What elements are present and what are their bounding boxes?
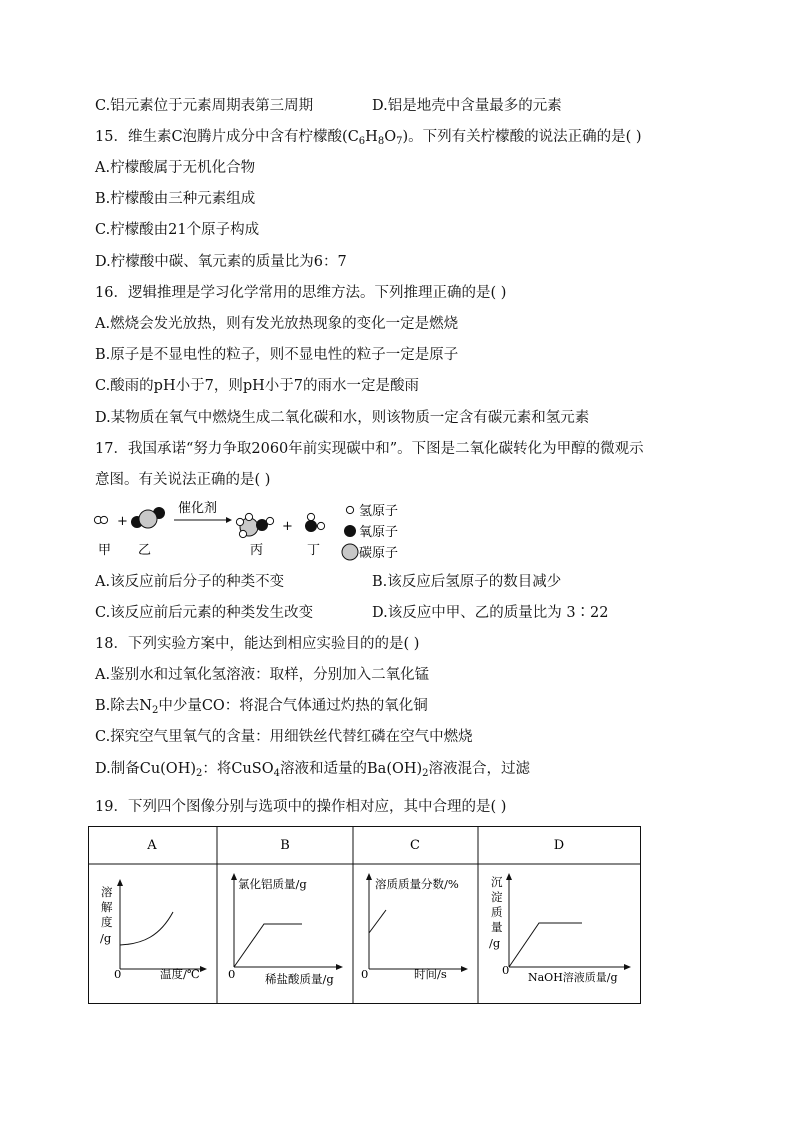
q17-option-c: C.该反应前后元素的种类发生改变 bbox=[95, 605, 314, 621]
q18-option-b: B.除去$N_2$中少量CO：将混合气体通过灼热的氧化铜 bbox=[95, 698, 428, 716]
label-bing: 丙 bbox=[250, 543, 264, 558]
q14-option-c: C.铝元素位于元素周期表第三周期 bbox=[95, 98, 314, 114]
q19-stem: 19．下列四个图像分别与选项中的操作相对应，其中合理的是( ) bbox=[95, 799, 507, 815]
graph-c bbox=[361, 873, 468, 981]
header-c: C bbox=[410, 838, 420, 853]
label-jia: 甲 bbox=[98, 543, 112, 558]
graph-a-ylabel-1: 溶 bbox=[101, 885, 113, 899]
graph-d-xlabel: NaOH溶液质量/g bbox=[528, 971, 618, 984]
q17-stem-2: 意图。有关说法正确的是( ) bbox=[95, 472, 271, 488]
q17-stem-1: 17．我国承诺“努力争取2060年前实现碳中和”。下图是二氧化碳转化为甲醇的微观示 bbox=[95, 441, 644, 457]
q16-option-c: C.酸雨的pH小于7，则pH小于7的雨水一定是酸雨 bbox=[95, 378, 419, 394]
graph-d-origin: 0 bbox=[502, 963, 510, 977]
q14-option-d: D.铝是地壳中含量最多的元素 bbox=[372, 98, 562, 114]
graph-d bbox=[489, 873, 631, 984]
hydrogen-molecule-icon bbox=[94, 516, 107, 523]
q16-stem: 16．逻辑推理是学习化学常用的思维方法。下列推理正确的是( ) bbox=[95, 285, 507, 301]
graph-a bbox=[100, 879, 207, 981]
q18-option-a: A.鉴别水和过氧化氢溶液：取样，分别加入二氧化锰 bbox=[95, 667, 430, 683]
graph-d-ylabel-3: 质 bbox=[491, 905, 503, 919]
graph-a-ylabel-2: 解 bbox=[101, 900, 113, 914]
catalyst-label: 催化剂 bbox=[178, 501, 218, 516]
legend-hydrogen: 氢原子 bbox=[359, 504, 399, 519]
hydrogen-atom-icon bbox=[346, 506, 353, 513]
carbon-atom-icon bbox=[342, 544, 358, 560]
graph-c-ylabel: 溶质质量分数/% bbox=[375, 877, 459, 891]
q18-option-c: C.探究空气里氧气的含量：用细铁丝代替红磷在空气中燃烧 bbox=[95, 729, 473, 745]
q15-option-d: D.柠檬酸中碳、氧元素的质量比为6：7 bbox=[95, 254, 347, 270]
graph-b bbox=[228, 873, 343, 986]
graph-c-xlabel: 时间/s bbox=[414, 967, 447, 981]
q18-option-d: D.制备$Cu(OH)_2$：将CuSO$_4$溶液和适量的$Ba(OH)_2$溶液混合，过滤 bbox=[95, 761, 531, 779]
plus-sign: + bbox=[117, 514, 128, 529]
graph-b-xlabel: 稀盐酸质量/g bbox=[265, 972, 334, 986]
graph-d-ylabel-4: 量 bbox=[491, 920, 503, 934]
label-yi: 乙 bbox=[138, 543, 152, 558]
q17-option-b: B.该反应后氢原子的数目减少 bbox=[372, 574, 562, 590]
arrow-icon bbox=[226, 517, 232, 523]
graph-a-ylabel-3: 度 bbox=[101, 915, 113, 929]
q15-option-b: B.柠檬酸由三种元素组成 bbox=[95, 191, 256, 207]
header-d: D bbox=[553, 838, 565, 853]
q18-stem: 18．下列实验方案中，能达到相应实验目的的是( ) bbox=[95, 636, 420, 652]
graph-b-origin: 0 bbox=[228, 967, 236, 981]
label-ding: 丁 bbox=[307, 543, 321, 558]
graph-a-xlabel: 温度/℃ bbox=[160, 967, 200, 981]
q17-option-d: D.该反应中甲、乙的质量比为 3∶22 bbox=[372, 605, 609, 621]
legend-carbon: 碳原子 bbox=[359, 546, 399, 561]
legend-oxygen: 氧原子 bbox=[359, 525, 399, 540]
graph-c-origin: 0 bbox=[361, 967, 369, 981]
q16-option-a: A.燃烧会发光放热，则有发光放热现象的变化一定是燃烧 bbox=[95, 316, 459, 332]
header-a: A bbox=[147, 838, 157, 853]
water-molecule-icon bbox=[305, 513, 325, 532]
header-b: B bbox=[280, 838, 290, 853]
plus-sign: + bbox=[282, 519, 293, 534]
q17-option-a: A.该反应前后分子的种类不变 bbox=[95, 574, 285, 590]
graph-d-ylabel-1: 沉 bbox=[491, 875, 503, 889]
graph-a-ylabel-4: /g bbox=[100, 931, 112, 945]
q15-stem: 15．维生素C泡腾片成分中含有柠檬酸$(C_6H_8O_7)$。下列有关柠檬酸的说法正确的是( ) bbox=[95, 129, 642, 147]
graph-d-ylabel-2: 淀 bbox=[491, 890, 503, 904]
q16-option-d: D.某物质在氧气中燃烧生成二氧化碳和水，则该物质一定含有碳元素和氢元素 bbox=[95, 410, 590, 426]
carbon-dioxide-molecule-icon bbox=[131, 507, 165, 528]
q15-option-c: C.柠檬酸由21个原子构成 bbox=[95, 222, 260, 238]
graph-table bbox=[88, 826, 641, 1004]
reaction-diagram bbox=[92, 498, 432, 562]
graph-a-origin: 0 bbox=[114, 967, 122, 981]
q15-option-a: A.柠檬酸属于无机化合物 bbox=[95, 160, 256, 176]
graph-b-ylabel: 氯化铝质量/g bbox=[238, 877, 307, 891]
methanol-molecule-icon bbox=[236, 513, 273, 537]
oxygen-atom-icon bbox=[344, 525, 356, 537]
graph-d-ylabel-5: /g bbox=[489, 936, 501, 950]
q16-option-b: B.原子是不显电性的粒子，则不显电性的粒子一定是原子 bbox=[95, 347, 459, 363]
